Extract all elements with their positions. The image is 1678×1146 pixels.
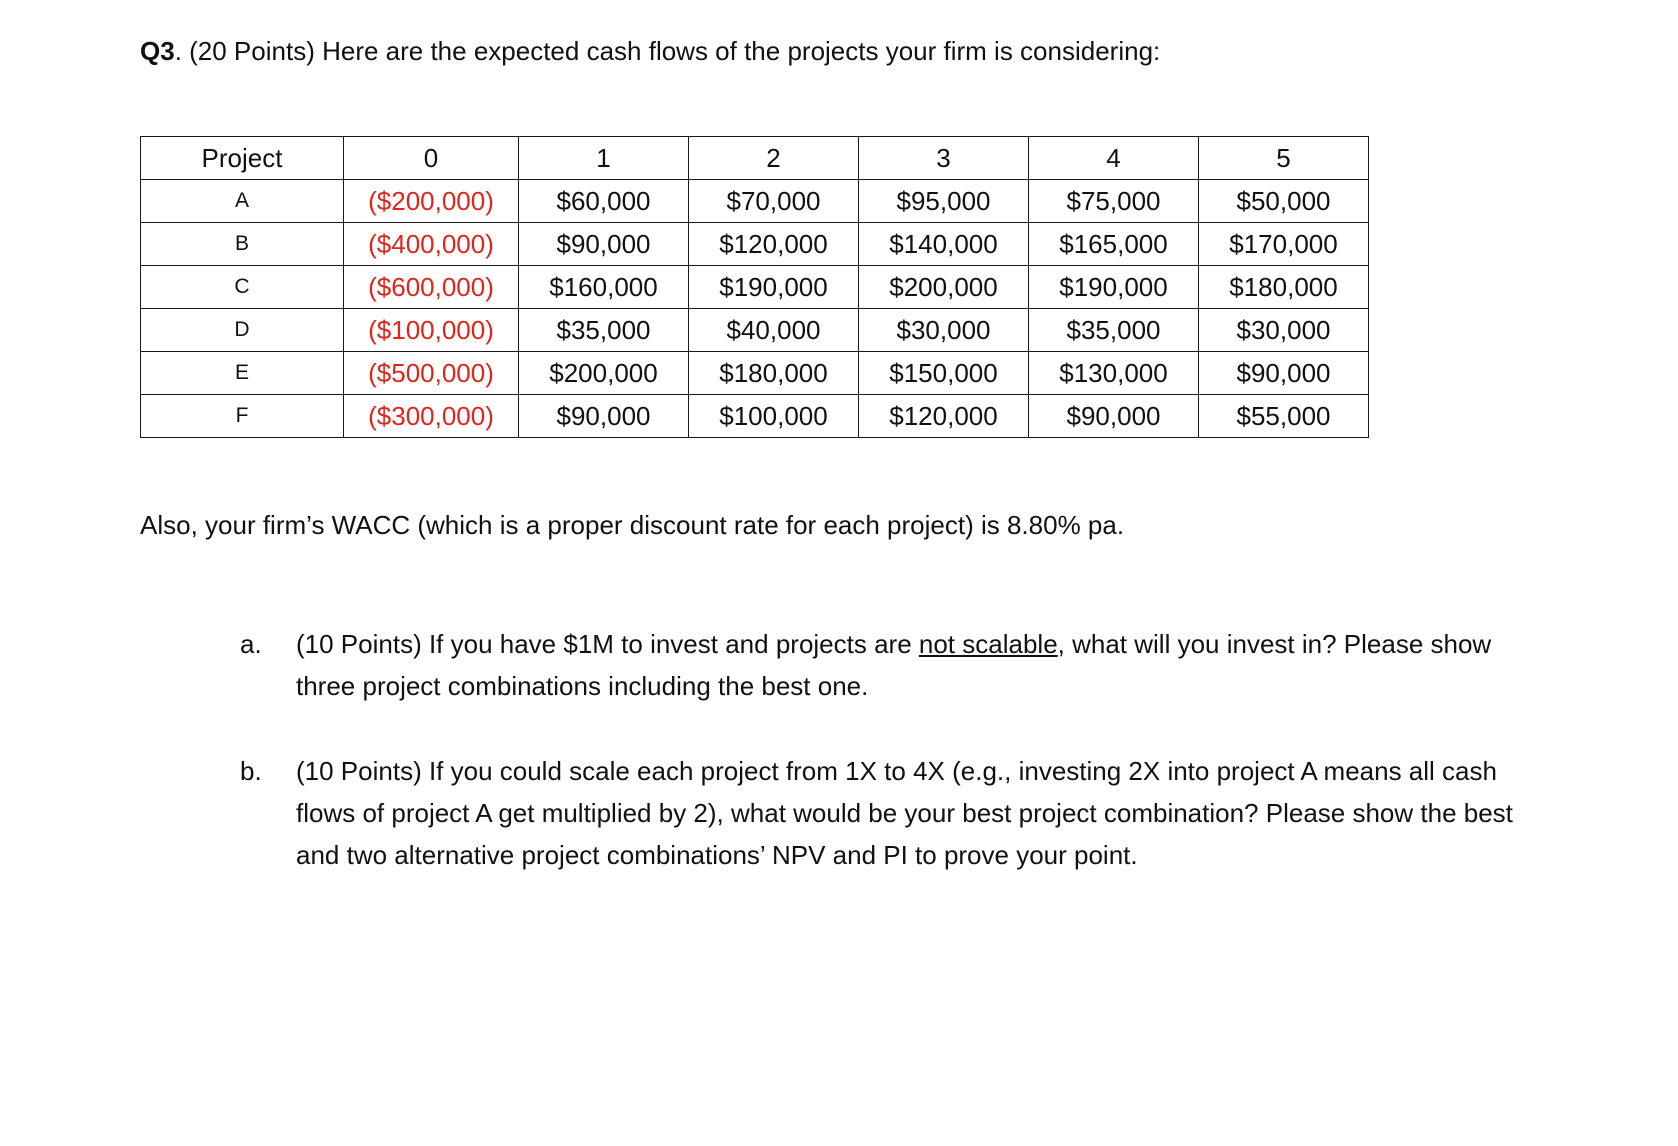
cash-flow-year-0: ($300,000) [344, 395, 519, 438]
cash-flow-year-4: $35,000 [1029, 309, 1199, 352]
header-year-2: 2 [689, 137, 859, 180]
table-row [141, 395, 1369, 438]
cash-flow-year-5: $180,000 [1199, 266, 1369, 309]
cash-flow-year-4: $165,000 [1029, 223, 1199, 266]
project-label: D [141, 309, 344, 352]
cash-flow-year-1: $160,000 [519, 266, 689, 309]
project-label: E [141, 352, 344, 395]
cash-flow-year-3: $200,000 [859, 266, 1029, 309]
cash-flow-year-0: ($600,000) [344, 266, 519, 309]
header-year-4: 4 [1029, 137, 1199, 180]
sub-question-a-marker: a. [240, 629, 262, 659]
cash-flow-year-4: $130,000 [1029, 352, 1199, 395]
not-scalable-underlined: not scalable [918, 629, 1058, 659]
cash-flow-year-3: $120,000 [859, 395, 1029, 438]
cash-flow-year-0: ($200,000) [344, 180, 519, 223]
cash-flow-year-2: $70,000 [689, 180, 859, 223]
question-number: Q3 [140, 36, 175, 66]
cash-flow-year-4: $75,000 [1029, 180, 1199, 223]
cash-flow-year-5: $50,000 [1199, 180, 1369, 223]
question-heading [140, 34, 1160, 68]
cash-flow-year-2: $180,000 [689, 352, 859, 395]
sub-question-b-marker: b. [240, 756, 262, 786]
project-label: C [141, 266, 344, 309]
cash-flow-year-4: $190,000 [1029, 266, 1199, 309]
cash-flow-year-1: $90,000 [519, 395, 689, 438]
table-row [141, 223, 1369, 266]
project-label: F [141, 395, 344, 438]
cash-flow-year-1: $35,000 [519, 309, 689, 352]
cash-flow-year-2: $40,000 [689, 309, 859, 352]
cash-flow-year-1: $60,000 [519, 180, 689, 223]
header-year-1: 1 [519, 137, 689, 180]
cash-flow-year-0: ($500,000) [344, 352, 519, 395]
header-project: Project [141, 137, 344, 180]
cash-flow-year-3: $150,000 [859, 352, 1029, 395]
header-year-0: 0 [344, 137, 519, 180]
wacc-statement: Also, your firm’s WACC (which is a proper discount rate for each project) is 8.80% pa. [140, 510, 1125, 540]
header-year-3: 3 [859, 137, 1029, 180]
project-label: A [141, 180, 344, 223]
table-row [141, 352, 1369, 395]
cash-flow-year-5: $30,000 [1199, 309, 1369, 352]
table-row [141, 180, 1369, 223]
cash-flow-year-4: $90,000 [1029, 395, 1199, 438]
question-text: . (20 Points) Here are the expected cash flows of the projects your firm is considering: [174, 36, 1161, 66]
table-row [141, 309, 1369, 352]
cash-flow-table [140, 136, 1369, 438]
cash-flow-year-2: $190,000 [689, 266, 859, 309]
table-header-row [141, 137, 1369, 180]
cash-flow-year-5: $55,000 [1199, 395, 1369, 438]
cash-flow-year-2: $120,000 [689, 223, 859, 266]
cash-flow-year-5: $170,000 [1199, 223, 1369, 266]
cash-flow-year-1: $90,000 [519, 223, 689, 266]
table-row [141, 266, 1369, 309]
header-year-5: 5 [1199, 137, 1369, 180]
sub-question-a [240, 623, 1540, 707]
cash-flow-year-0: ($100,000) [344, 309, 519, 352]
cash-flow-year-0: ($400,000) [344, 223, 519, 266]
sub-question-b-text: (10 Points) If you could scale each project from 1X to 4X (e.g., investing 2X into project A means all cash flows of project A get multiplied by 2), what would be your best project combination? Please show the best and two alternative project combinations’ NPV and PI to prove your point. [296, 756, 1513, 870]
sub-question-b [240, 750, 1540, 876]
cash-flow-year-3: $30,000 [859, 309, 1029, 352]
cash-flow-year-3: $140,000 [859, 223, 1029, 266]
cash-flow-year-3: $95,000 [859, 180, 1029, 223]
project-label: B [141, 223, 344, 266]
cash-flow-year-1: $200,000 [519, 352, 689, 395]
cash-flow-year-2: $100,000 [689, 395, 859, 438]
cash-flow-year-5: $90,000 [1199, 352, 1369, 395]
sub-question-a-text: (10 Points) If you have $1M to invest and projects are not scalable, what will you invest in? Please show three project combinations including the best one. [296, 629, 1492, 701]
